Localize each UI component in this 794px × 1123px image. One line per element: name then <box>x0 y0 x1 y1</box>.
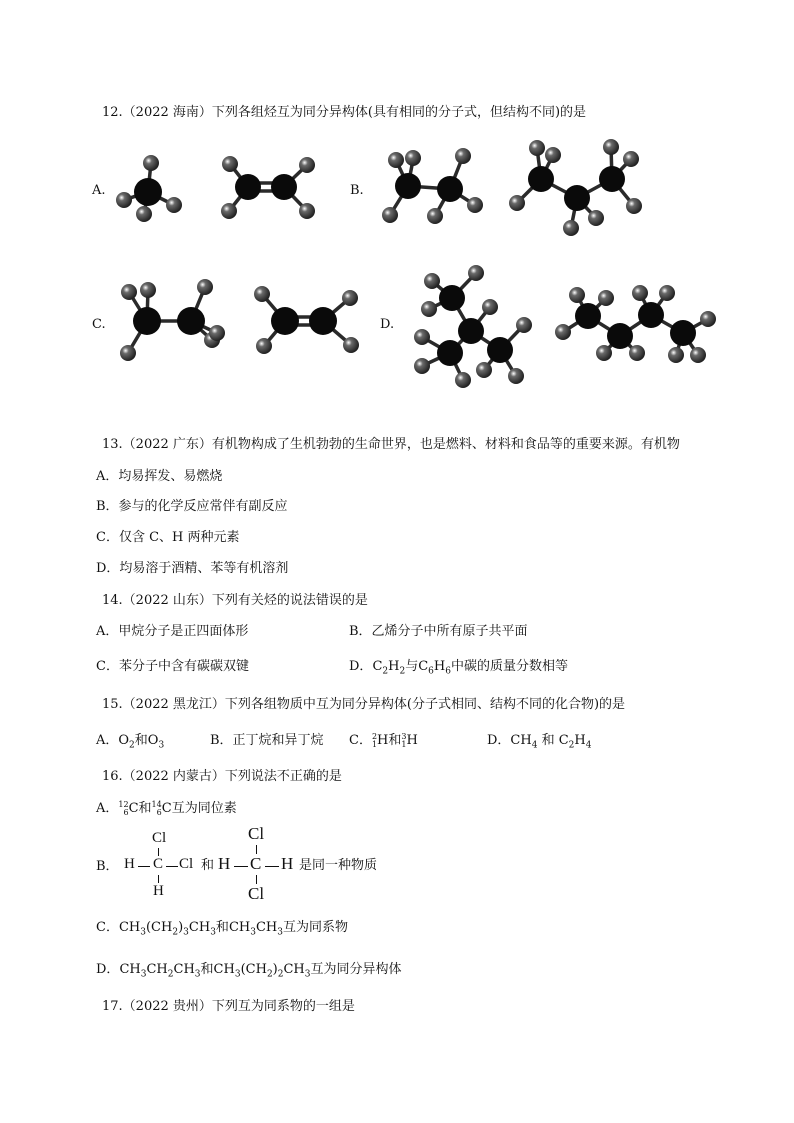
q15-option-b[interactable]: B．正丁烷和异丁烷 <box>210 733 324 748</box>
propane-model <box>509 139 642 236</box>
ethane-model-c <box>120 279 225 361</box>
q14-option-a[interactable]: A．甲烷分子是正四面体形 <box>96 624 249 639</box>
q16-structure-2 <box>218 824 298 908</box>
q14-stem: 14.（2022 山东）下列有关烃的说法错误的是 <box>102 593 368 608</box>
ethylene-model <box>221 156 315 219</box>
structure-2-center-atom: C <box>250 854 262 873</box>
q16-option-d[interactable]: D．$CH_3CH_2CH_3$和$CH_3(CH_2)_2CH_3$互为同分异构体 <box>96 962 402 980</box>
q16-option-a[interactable]: A． 12 6 C和 14 6 C互为同位素 <box>96 799 237 817</box>
q15-option-a[interactable]: A．$O_2$和$O_3$ <box>96 733 165 751</box>
q13-option-a[interactable]: A．均易挥发、易燃烧 <box>96 469 223 484</box>
structure-1-bottom-atom: H <box>153 883 164 899</box>
q13-option-d[interactable]: D．均易溶于酒精、苯等有机溶剂 <box>96 561 289 576</box>
structure-1-top-atom: Cl <box>152 830 167 846</box>
structure-1-center-atom: C <box>153 856 164 872</box>
structure-2-top-atom: Cl <box>248 824 265 843</box>
q16-option-c[interactable]: C．$CH_3(CH_2)_3CH_3$和$CH_3CH_3$互为同系物 <box>96 920 349 938</box>
q15-stem: 15.（2022 黑龙江）下列各组物质中互为同分异构体(分子式相同、结构不同的化合物)的是 <box>102 697 626 712</box>
structure-2-right-atom: H <box>281 854 294 873</box>
q14-option-b[interactable]: B．乙烯分子中所有原子共平面 <box>349 624 528 639</box>
q14-option-c[interactable]: C．苯分子中含有碳碳双键 <box>96 659 249 674</box>
q12-option-b-label: B. <box>350 183 364 198</box>
q16-option-b-and: 和 <box>201 858 215 873</box>
q15-option-d[interactable]: D．$CH_4$ 和 $C_2H_4$ <box>487 733 592 751</box>
q14-option-d[interactable]: D．$C_2H_2$与$C_6H_6$中碳的质量分数相等 <box>349 659 568 677</box>
structure-2-bottom-atom: Cl <box>248 884 265 903</box>
q15-option-c[interactable]: C． 2 1 H和 3 1 H <box>349 731 418 749</box>
q12-option-c-label: C. <box>92 317 106 332</box>
q16-option-b-label[interactable]: B． <box>96 859 119 874</box>
q13-option-b[interactable]: B．参与的化学反应常伴有副反应 <box>96 499 288 514</box>
q12-option-d-label: D. <box>380 317 395 332</box>
structure-1-left-atom: H <box>124 856 135 872</box>
methane-model <box>116 155 182 222</box>
q17-stem: 17.（2022 贵州）下列互为同系物的一组是 <box>102 999 355 1014</box>
q13-stem: 13.（2022 广东）有机物构成了生机勃勃的生命世界，也是燃料、材料和食品等的重要来源。有机物 <box>102 437 680 452</box>
ethane-model <box>382 148 483 224</box>
q12-option-a-label: A. <box>92 183 106 198</box>
q12-stem: 12.（2022 海南）下列各组烃互为同分异构体(具有相同的分子式，但结构不同)的是 <box>102 105 587 120</box>
q16-stem: 16.（2022 内蒙古）下列说法不正确的是 <box>102 769 342 784</box>
isobutane-model <box>414 265 532 388</box>
n-butane-model <box>555 285 716 363</box>
ethylene-model-c <box>254 286 359 354</box>
q12-molecule-models <box>0 0 794 420</box>
q16-option-b-suffix: 是同一种物质 <box>299 858 378 873</box>
structure-2-left-atom: H <box>218 854 231 873</box>
structure-1-right-atom: Cl <box>179 856 194 872</box>
q13-option-c[interactable]: C．仅含 C、H 两种元素 <box>96 530 240 545</box>
